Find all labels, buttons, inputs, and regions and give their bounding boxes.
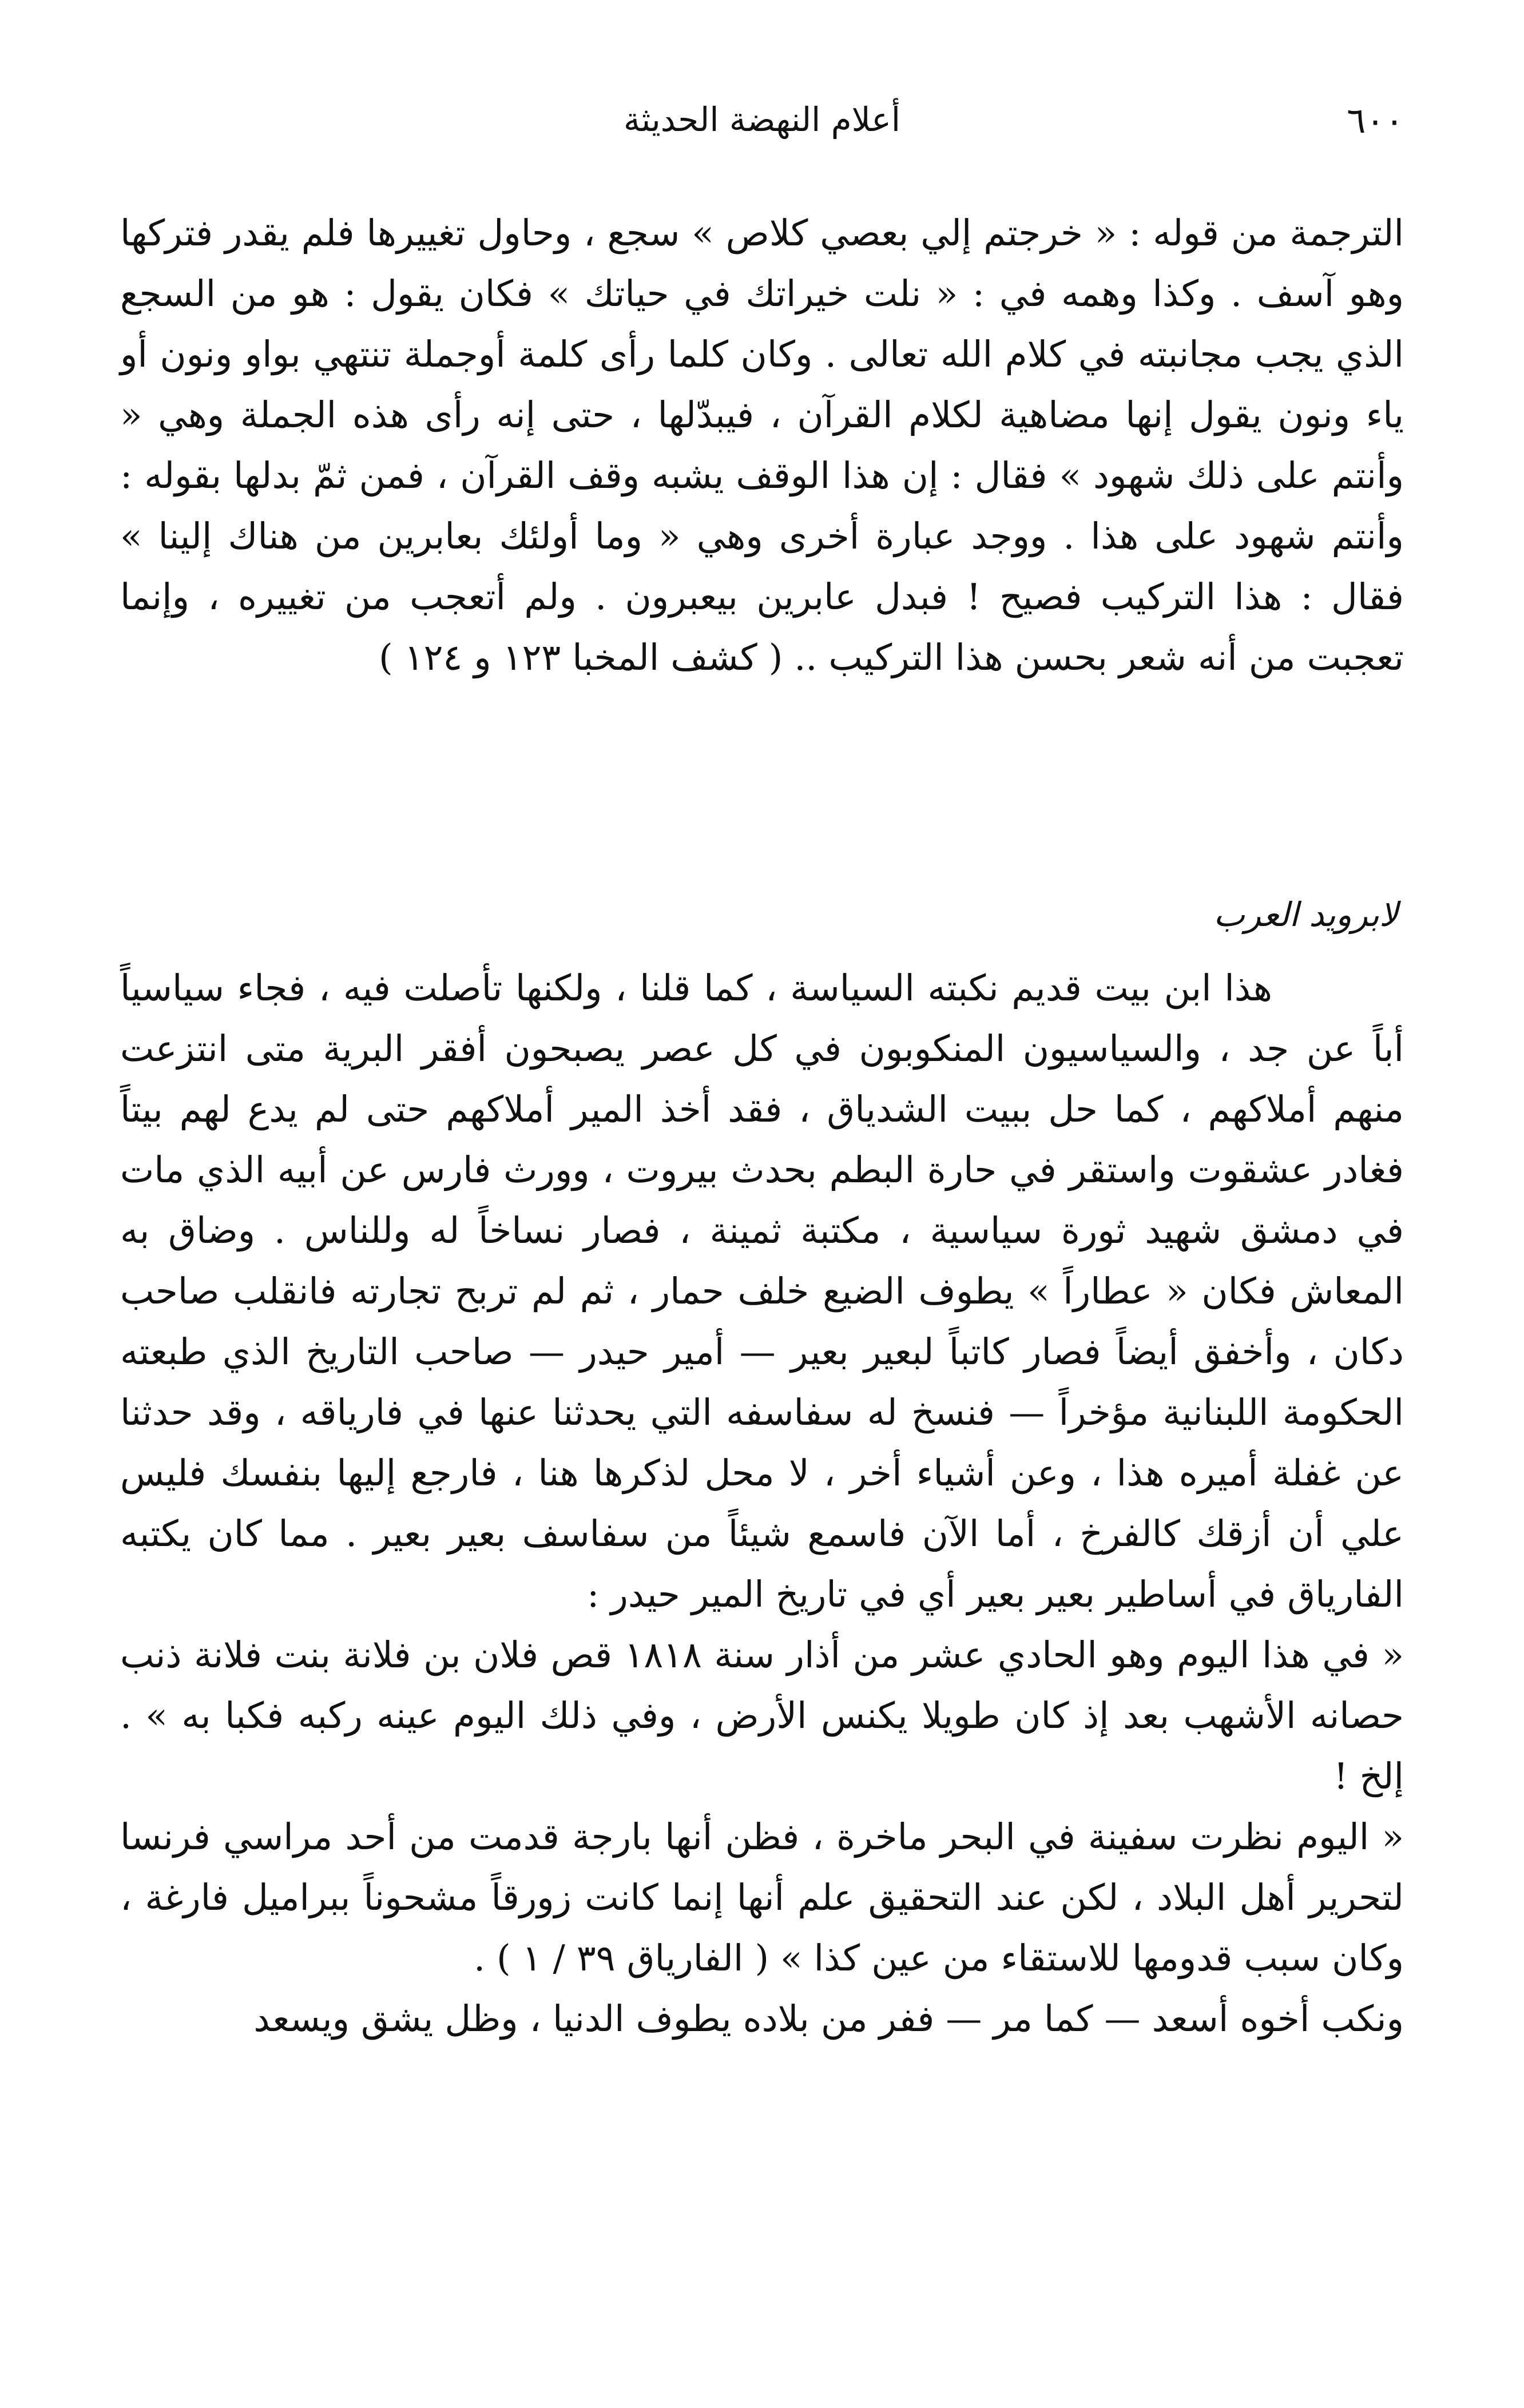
section-paragraph-4: ونكب أخوه أسعد — كما مر — ففر من بلاده يطوف الدنيا ، وظل يشق ويسعد — [253, 1998, 1404, 2040]
section-heading: لابرويد العرب — [1213, 895, 1398, 934]
intro-paragraph: الترجمة من قوله : « خرجتم إلي بعصي كلاص » سجع ، وحاول تغييرها فلم يقدر فتركها وهو آسف . وكذا وهمه في : « نلت خيراتك في حياتك » فكان يقول : هو من السجع الذي يجب مجانبته في كلام الله تعالى . وكان كلما رأى كلمة أوجملة تنتهي بواو ونون أو ياء ونون يقول إنها مضاهية لكلام القرآن ، فيبدّلها ، حتى إنه رأى هذه الجملة وهي « وأنتم على ذلك شهود » فقال : إن هذا الوقف يشبه وقف القرآن ، فمن ثمّ بدلها بقوله : وأنتم شهود على هذا . ووجد عبارة أخرى وهي « وما أولئك بعابرين من هناك إلينا » فقال : هذا التركيب فصيح ! فبدل عابرين بيعبرون . ولم أتعجب من تغييره ، وإنما تعجبت من أنه شعر بحسن هذا التركيب .. ( كشف المخبا ١٢٣ و ١٢٤ ) — [120, 212, 1404, 678]
section-paragraph-2: « في هذا اليوم وهو الحادي عشر من أذار سنة ١٨١٨ قص فلان بن فلانة بنت فلانة ذنب حصانه الأشهب بعد إذ كان طويلا يكنس الأرض ، وفي ذلك اليوم عينه ركبه فكبا به » . إلخ ! — [120, 1634, 1404, 1797]
section-text-block — [120, 958, 1404, 2049]
intro-text-block — [120, 203, 1404, 688]
running-title: أعلام النهضة الحديثة — [624, 100, 900, 139]
page-number: ٦٠٠ — [1347, 100, 1404, 141]
section-paragraph-3: « اليوم نظرت سفينة في البحر ماخرة ، فظن أنها بارجة قدمت من أحد مراسي فرنسا لتحرير أهل البلاد ، لكن عند التحقيق علم أنها إنما كانت زورقاً مشحوناً ببراميل فارغة ، وكان سبب قدومها للاستقاء من عين كذا » ( الفارياق ٣٩ / ١ ) . — [120, 1816, 1404, 1979]
section-paragraph-1: هذا ابن بيت قديم نكبته السياسة ، كما قلنا ، ولكنها تأصلت فيه ، فجاء سياسياً أباً عن جد ، والسياسيون المنكوبون في كل عصر يصبحون أفقر البرية متى انتزعت منهم أملاكهم ، كما حل ببيت الشدياق ، فقد أخذ المير أملاكهم حتى لم يدع لهم بيتاً فغادر عشقوت واستقر في حارة البطم بحدث بيروت ، وورث فارس عن أبيه الذي مات في دمشق شهيد ثورة سياسية ، مكتبة ثمينة ، فصار نساخاً له وللناس . وضاق به المعاش فكان « عطاراً » يطوف الضيع خلف حمار ، ثم لم تربح تجارته فانقلب صاحب دكان ، وأخفق أيضاً فصار كاتباً لبعير بعير — أمير حيدر — صاحب التاريخ الذي طبعته الحكومة اللبنانية مؤخراً — فنسخ له سفاسفه التي يحدثنا عنها في فارياقه ، وقد حدثنا عن غفلة أميره هذا ، وعن أشياء أخر ، لا محل لذكرها هنا ، فارجع إليها بنفسك فليس علي أن أزقك كالفرخ ، أما الآن فاسمع شيئاً من سفاسف بعير بعير . مما كان يكتبه الفارياق في أساطير بعير بعير أي في تاريخ المير حيدر : — [120, 967, 1404, 1615]
page-header — [120, 100, 1404, 172]
